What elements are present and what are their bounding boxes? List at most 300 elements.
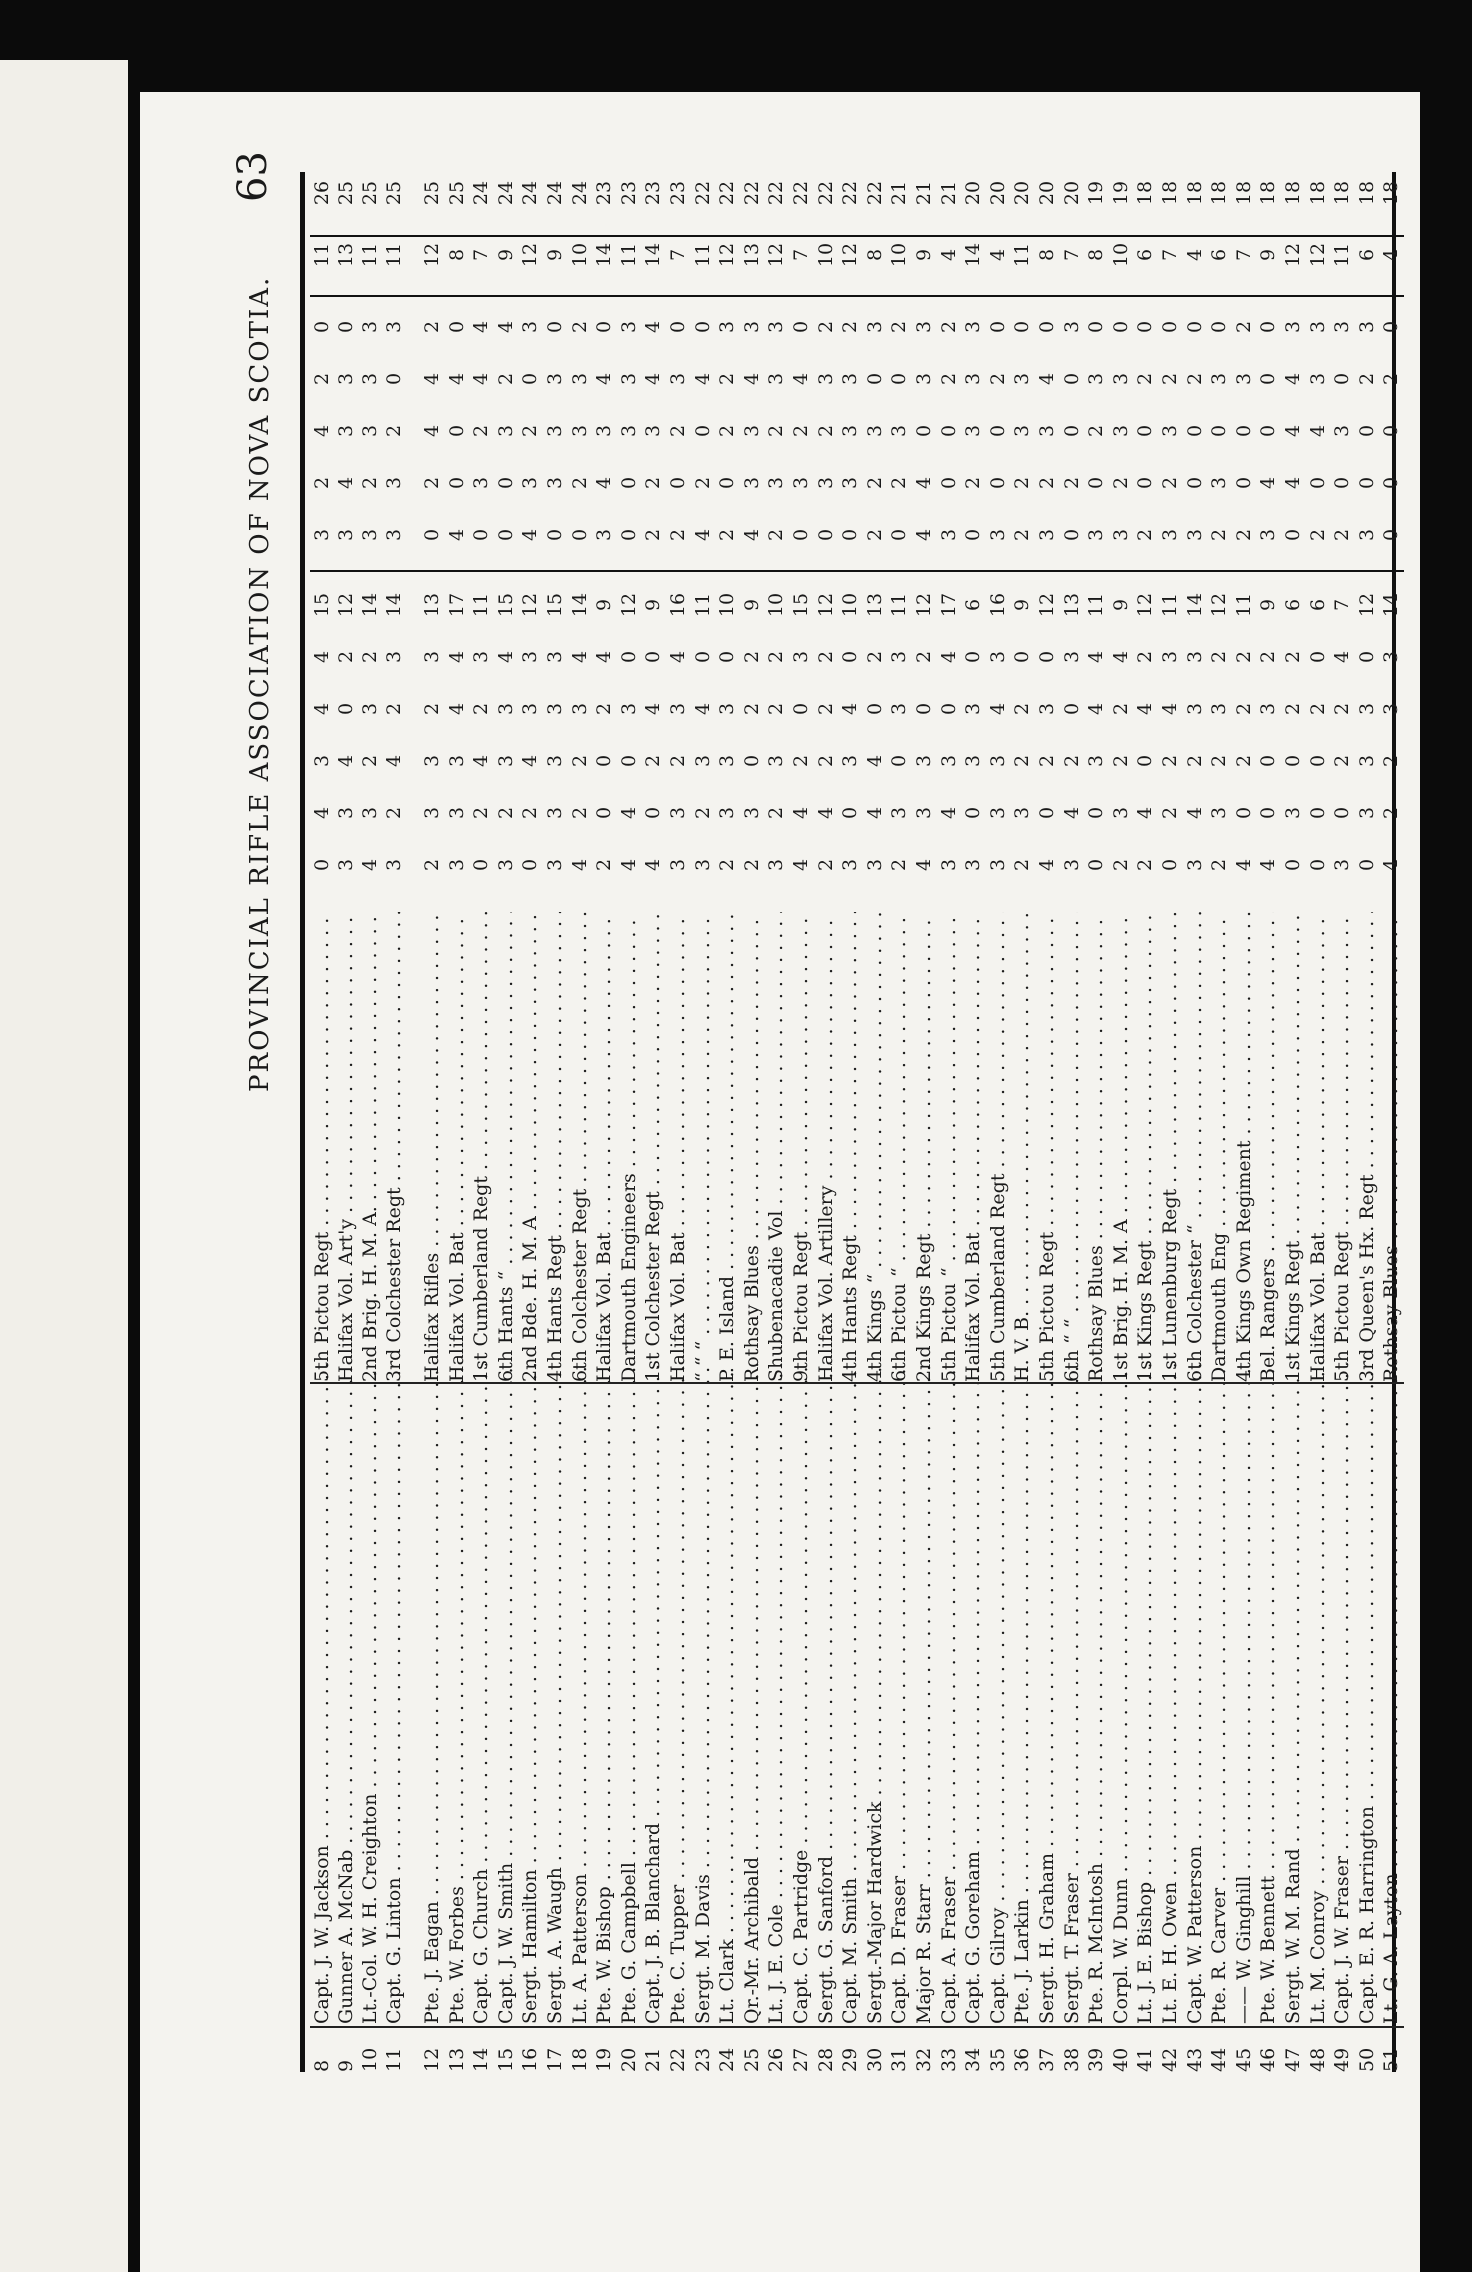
shot-score: 0 bbox=[1085, 476, 1108, 490]
total-score: 21 bbox=[937, 180, 960, 206]
shot-score: 3 bbox=[740, 806, 763, 820]
shot-score: 3 bbox=[1036, 528, 1058, 542]
shot-score: 0 bbox=[1183, 424, 1206, 438]
shot-score: 4 bbox=[470, 372, 493, 386]
shot-score: 0 bbox=[1355, 858, 1378, 872]
competitor-name: Lt. E. H. Owen . . . bbox=[1158, 1364, 1182, 2024]
shot-score: 2 bbox=[1232, 702, 1255, 716]
range-total: 12 bbox=[519, 242, 542, 268]
shot-score: 3 bbox=[1208, 806, 1231, 820]
shot-score: 4 bbox=[790, 372, 812, 386]
range-total: 10 bbox=[716, 592, 739, 618]
shot-score: 3 bbox=[494, 702, 517, 716]
competitor-name: Capt. G. Linton . . . bbox=[382, 1364, 406, 2024]
table-row bbox=[1133, 172, 1157, 2072]
shot-score: 3 bbox=[421, 754, 443, 768]
shot-score: 3 bbox=[1159, 424, 1181, 438]
range-total: 12 bbox=[519, 592, 542, 618]
range-total: 11 bbox=[1085, 592, 1108, 618]
shot-score: 4 bbox=[593, 372, 616, 386]
shot-score: 2 bbox=[1159, 806, 1181, 820]
row-number: 23 bbox=[691, 2047, 714, 2072]
competitor-name: Pte. W. Bennett . . . bbox=[1256, 1364, 1280, 2024]
shot-score: 4 bbox=[667, 650, 689, 664]
range-total: 8 bbox=[445, 248, 468, 262]
shot-score: 0 bbox=[691, 320, 714, 334]
shot-score: 0 bbox=[1134, 476, 1157, 490]
competitor-name: Capt. J. W. Smith . . . bbox=[494, 1364, 518, 2024]
corps-name: 6th Pictou “ . . . bbox=[887, 912, 911, 1382]
range-total: 6 bbox=[1134, 248, 1157, 262]
shot-score: 3 bbox=[1355, 702, 1378, 716]
range-total: 7 bbox=[1060, 248, 1083, 262]
range-total: 15 bbox=[311, 592, 333, 618]
shot-score: 4 bbox=[913, 858, 935, 872]
range-total: 12 bbox=[617, 592, 640, 618]
shot-score: 0 bbox=[1282, 858, 1304, 872]
corps-name: 5th Cumberland Regt . . . bbox=[986, 912, 1010, 1382]
shot-score: 0 bbox=[311, 320, 333, 334]
range-total: 8 bbox=[1085, 248, 1108, 262]
shot-score: 0 bbox=[1306, 650, 1329, 664]
shot-score: 2 bbox=[1232, 320, 1255, 334]
shot-score: 0 bbox=[716, 476, 739, 490]
shot-score: 3 bbox=[1306, 372, 1329, 386]
shot-score: 4 bbox=[593, 650, 616, 664]
shot-score: 2 bbox=[716, 858, 739, 872]
total-score: 18 bbox=[1257, 180, 1280, 206]
range-total: 4 bbox=[1183, 248, 1206, 262]
shot-score: 0 bbox=[544, 528, 566, 542]
range-total: 10 bbox=[814, 242, 837, 268]
corps-name: 4th Kings Own Regiment . . . bbox=[1232, 912, 1256, 1382]
shot-score: 0 bbox=[335, 702, 357, 716]
total-score: 18 bbox=[1282, 180, 1304, 206]
shot-score: 2 bbox=[1232, 754, 1255, 768]
total-score: 22 bbox=[814, 180, 837, 206]
shot-score: 2 bbox=[888, 320, 911, 334]
total-score: 24 bbox=[568, 180, 591, 206]
shot-score: 0 bbox=[1036, 320, 1058, 334]
table-row bbox=[691, 172, 715, 2072]
range-total: 10 bbox=[568, 242, 591, 268]
shot-score: 3 bbox=[544, 858, 566, 872]
row-number: 25 bbox=[740, 2047, 763, 2072]
shot-score: 2 bbox=[421, 858, 443, 872]
competitor-name: Capt. W. Patterson . . . bbox=[1183, 1364, 1207, 2024]
shot-score: 4 bbox=[445, 372, 468, 386]
shot-score: 0 bbox=[642, 650, 665, 664]
shot-score: 3 bbox=[913, 372, 935, 386]
shot-score: 2 bbox=[1306, 528, 1329, 542]
corps-name: Halifax Vol. Art'y . . . bbox=[334, 912, 358, 1382]
row-number: 35 bbox=[986, 2047, 1009, 2072]
table-row bbox=[986, 172, 1010, 2072]
shot-score: 0 bbox=[1085, 806, 1108, 820]
shot-score: 3 bbox=[716, 320, 739, 334]
range-total: 7 bbox=[1159, 248, 1181, 262]
row-number: 30 bbox=[863, 2047, 886, 2072]
shot-score: 2 bbox=[765, 702, 788, 716]
shot-score: 4 bbox=[470, 754, 493, 768]
shot-score: 3 bbox=[740, 424, 763, 438]
table-row bbox=[961, 172, 985, 2072]
shot-score: 3 bbox=[740, 320, 763, 334]
range-total: 13 bbox=[335, 242, 357, 268]
shot-score: 0 bbox=[863, 702, 886, 716]
shot-score: 3 bbox=[740, 476, 763, 490]
shot-score: 2 bbox=[1331, 528, 1354, 542]
competitor-name: Sergt.-Major Hardwick . . . bbox=[863, 1364, 887, 2024]
shot-score: 4 bbox=[1036, 372, 1058, 386]
competitor-name: Capt. G. Goreham . . . bbox=[961, 1364, 985, 2024]
row-number: 50 bbox=[1355, 2047, 1378, 2072]
shot-score: 0 bbox=[1134, 320, 1157, 334]
competitor-name: Sergt. A. Waugh . . . bbox=[543, 1364, 567, 2024]
shot-score: 4 bbox=[568, 858, 591, 872]
shot-score: 3 bbox=[383, 476, 405, 490]
shot-score: 3 bbox=[335, 806, 357, 820]
total-score: 25 bbox=[421, 180, 443, 206]
shot-score: 3 bbox=[962, 424, 985, 438]
shot-score: 2 bbox=[1208, 754, 1231, 768]
shot-score: 4 bbox=[1159, 702, 1181, 716]
shot-score: 3 bbox=[1159, 528, 1181, 542]
shot-score: 2 bbox=[1060, 754, 1083, 768]
shot-score: 3 bbox=[937, 528, 960, 542]
competitor-name: Sergt. M. Davis . . . bbox=[691, 1364, 715, 2024]
range-total: 12 bbox=[913, 592, 935, 618]
range-total: 7 bbox=[1232, 248, 1255, 262]
shot-score: 3 bbox=[863, 424, 886, 438]
shot-score: 3 bbox=[335, 858, 357, 872]
shot-score: 2 bbox=[383, 424, 405, 438]
shot-score: 2 bbox=[421, 476, 443, 490]
range-total: 8 bbox=[863, 248, 886, 262]
range-total: 9 bbox=[494, 248, 517, 262]
range-total: 10 bbox=[888, 242, 911, 268]
shot-score: 3 bbox=[1208, 476, 1231, 490]
shot-score: 3 bbox=[445, 858, 468, 872]
shot-score: 0 bbox=[1208, 320, 1231, 334]
total-score: 20 bbox=[1060, 180, 1083, 206]
range-total: 11 bbox=[617, 242, 640, 268]
shot-score: 2 bbox=[691, 806, 714, 820]
shot-score: 3 bbox=[913, 806, 935, 820]
shot-score: 3 bbox=[1109, 372, 1132, 386]
shot-score: 4 bbox=[1306, 424, 1329, 438]
total-score: 18 bbox=[1183, 180, 1206, 206]
column-separator bbox=[310, 295, 1404, 297]
shot-score: 3 bbox=[986, 858, 1009, 872]
total-score: 24 bbox=[470, 180, 493, 206]
shot-score: 2 bbox=[667, 754, 689, 768]
shot-score: 4 bbox=[1085, 702, 1108, 716]
range-total: 11 bbox=[691, 242, 714, 268]
row-number: 20 bbox=[617, 2047, 640, 2072]
shot-score: 0 bbox=[1134, 754, 1157, 768]
shot-score: 3 bbox=[1208, 702, 1231, 716]
total-score: 24 bbox=[494, 180, 517, 206]
competitor-name: —— W. Ginghill . . . bbox=[1232, 1364, 1256, 2024]
competitor-name: Sergt. H. Graham . . . bbox=[1035, 1364, 1059, 2024]
table-row bbox=[445, 172, 469, 2072]
range-total: 12 bbox=[335, 592, 357, 618]
shot-score: 2 bbox=[913, 650, 935, 664]
shot-score: 2 bbox=[986, 372, 1009, 386]
shot-score: 3 bbox=[790, 476, 812, 490]
shot-score: 3 bbox=[519, 320, 542, 334]
range-total: 7 bbox=[667, 248, 689, 262]
shot-score: 0 bbox=[1257, 754, 1280, 768]
range-total: 6 bbox=[1355, 248, 1378, 262]
shot-score: 3 bbox=[1011, 372, 1034, 386]
range-total: 9 bbox=[1011, 598, 1034, 612]
shot-score: 2 bbox=[519, 806, 542, 820]
shot-score: 2 bbox=[1380, 372, 1403, 386]
corps-name: 2nd Kings Regt . . . bbox=[912, 912, 936, 1382]
range-total: 9 bbox=[642, 598, 665, 612]
shot-score: 0 bbox=[1306, 806, 1329, 820]
table-row bbox=[1183, 172, 1207, 2072]
shot-score: 3 bbox=[863, 858, 886, 872]
range-total: 11 bbox=[311, 242, 333, 268]
shot-score: 0 bbox=[1232, 424, 1255, 438]
shot-score: 0 bbox=[1060, 372, 1083, 386]
shot-score: 0 bbox=[913, 702, 935, 716]
shot-score: 4 bbox=[1183, 806, 1206, 820]
row-number: 49 bbox=[1331, 2047, 1354, 2072]
range-total: 7 bbox=[470, 248, 493, 262]
corps-name: Rothsay Blues . . . bbox=[1084, 912, 1108, 1382]
shot-score: 0 bbox=[1380, 528, 1403, 542]
total-score: 18 bbox=[1134, 180, 1157, 206]
row-number: 18 bbox=[568, 2047, 591, 2072]
range-total: 10 bbox=[765, 592, 788, 618]
shot-score: 3 bbox=[617, 372, 640, 386]
competitor-name: Corpl. W. Dunn . . . bbox=[1109, 1364, 1133, 2024]
shot-score: 3 bbox=[1060, 858, 1083, 872]
shot-score: 3 bbox=[1109, 806, 1132, 820]
total-score: 23 bbox=[617, 180, 640, 206]
competitor-name: Sergt. Hamilton . . . bbox=[518, 1364, 542, 2024]
competitor-name: Pte. R. Carver . . . bbox=[1207, 1364, 1231, 2024]
shot-score: 0 bbox=[1380, 320, 1403, 334]
shot-score: 3 bbox=[470, 476, 493, 490]
range-total: 10 bbox=[839, 592, 862, 618]
shot-score: 3 bbox=[839, 372, 862, 386]
shot-score: 0 bbox=[839, 650, 862, 664]
table-row bbox=[543, 172, 567, 2072]
corps-name: Halifax Vol. Bat . . . bbox=[961, 912, 985, 1382]
shot-score: 3 bbox=[863, 320, 886, 334]
shot-score: 3 bbox=[1183, 650, 1206, 664]
shot-score: 3 bbox=[667, 702, 689, 716]
shot-score: 3 bbox=[1306, 320, 1329, 334]
shot-score: 2 bbox=[790, 754, 812, 768]
shot-score: 0 bbox=[617, 476, 640, 490]
competitor-name: Lt.-Col. W. H. Creighton . . . bbox=[358, 1364, 382, 2024]
range-total: 7 bbox=[1331, 598, 1354, 612]
shot-score: 0 bbox=[1306, 476, 1329, 490]
shot-score: 2 bbox=[1134, 528, 1157, 542]
range-total: 12 bbox=[814, 592, 837, 618]
competitor-name: Pte. G. Campbell . . . bbox=[617, 1364, 641, 2024]
table-row bbox=[666, 172, 690, 2072]
table-row bbox=[310, 172, 334, 2072]
shot-score: 0 bbox=[383, 372, 405, 386]
total-score: 22 bbox=[863, 180, 886, 206]
shot-score: 3 bbox=[1085, 754, 1108, 768]
range-total: 14 bbox=[383, 592, 405, 618]
row-number: 13 bbox=[445, 2047, 468, 2072]
row-number: 24 bbox=[716, 2047, 739, 2072]
row-number: 39 bbox=[1085, 2047, 1108, 2072]
shot-score: 2 bbox=[814, 424, 837, 438]
shot-score: 4 bbox=[311, 806, 333, 820]
shot-score: 4 bbox=[642, 372, 665, 386]
shot-score: 2 bbox=[311, 372, 333, 386]
shot-score: 2 bbox=[1208, 650, 1231, 664]
corps-name: H. V. B. . . . bbox=[1010, 912, 1034, 1382]
shot-score: 3 bbox=[937, 754, 960, 768]
shot-score: 0 bbox=[1355, 650, 1378, 664]
shot-score: 4 bbox=[740, 528, 763, 542]
total-score: 22 bbox=[790, 180, 812, 206]
range-total: 7 bbox=[790, 248, 812, 262]
shot-score: 2 bbox=[1036, 754, 1058, 768]
table-row bbox=[1109, 172, 1133, 2072]
shot-score: 4 bbox=[519, 754, 542, 768]
shot-score: 2 bbox=[691, 476, 714, 490]
table-row bbox=[814, 172, 838, 2072]
shot-score: 2 bbox=[1208, 858, 1231, 872]
shot-score: 3 bbox=[691, 754, 714, 768]
range-total: 10 bbox=[1109, 242, 1132, 268]
facing-page-edge bbox=[0, 60, 128, 2272]
shot-score: 4 bbox=[790, 806, 812, 820]
row-number: 29 bbox=[839, 2047, 862, 2072]
shot-score: 0 bbox=[1282, 528, 1304, 542]
shot-score: 0 bbox=[986, 424, 1009, 438]
column-separator bbox=[310, 235, 1404, 237]
shot-score: 2 bbox=[1331, 702, 1354, 716]
range-total: 6 bbox=[1306, 598, 1329, 612]
shot-score: 3 bbox=[544, 806, 566, 820]
shot-score: 4 bbox=[445, 528, 468, 542]
top-rule bbox=[300, 172, 305, 2072]
corps-name: 5th Pictou Regt . . . bbox=[1330, 912, 1354, 1382]
table-row bbox=[1256, 172, 1280, 2072]
corps-name: Bel. Rangers . . . bbox=[1256, 912, 1280, 1382]
range-total: 14 bbox=[568, 592, 591, 618]
range-total: 12 bbox=[1306, 242, 1329, 268]
range-total: 11 bbox=[1011, 242, 1034, 268]
shot-score: 2 bbox=[740, 858, 763, 872]
range-total: 11 bbox=[1159, 592, 1181, 618]
shot-score: 0 bbox=[1159, 858, 1181, 872]
shot-score: 0 bbox=[1282, 754, 1304, 768]
competitor-name: Lt. A. Patterson . . . bbox=[568, 1364, 592, 2024]
shot-score: 3 bbox=[335, 424, 357, 438]
shot-score: 3 bbox=[839, 858, 862, 872]
table-row bbox=[592, 172, 616, 2072]
shot-score: 3 bbox=[421, 650, 443, 664]
range-total: 12 bbox=[765, 242, 788, 268]
shot-score: 0 bbox=[913, 424, 935, 438]
shot-score: 2 bbox=[1134, 372, 1157, 386]
shot-score: 4 bbox=[937, 806, 960, 820]
shot-score: 4 bbox=[1085, 650, 1108, 664]
shot-score: 0 bbox=[962, 650, 985, 664]
total-score: 21 bbox=[913, 180, 935, 206]
shot-score: 3 bbox=[1011, 424, 1034, 438]
range-total: 13 bbox=[863, 592, 886, 618]
shot-score: 2 bbox=[383, 806, 405, 820]
table-row bbox=[789, 172, 813, 2072]
shot-score: 0 bbox=[1183, 476, 1206, 490]
competitor-name: Pte. J. Larkin . . . bbox=[1010, 1364, 1034, 2024]
range-total: 15 bbox=[494, 592, 517, 618]
shot-score: 3 bbox=[765, 858, 788, 872]
competitor-name: Lt. M. Conroy . . . bbox=[1306, 1364, 1330, 2024]
shot-score: 2 bbox=[568, 476, 591, 490]
shot-score: 2 bbox=[1109, 702, 1132, 716]
shot-score: 2 bbox=[839, 320, 862, 334]
competitor-name: Lt. G. A. Layton . . . bbox=[1379, 1364, 1403, 2024]
shot-score: 3 bbox=[962, 702, 985, 716]
shot-score: 2 bbox=[568, 806, 591, 820]
corps-name: 2nd Brig. H. M. A. . . . bbox=[358, 912, 382, 1382]
shot-score: 4 bbox=[863, 754, 886, 768]
competitor-name: Capt. E. R. Harrington . . . bbox=[1355, 1364, 1379, 2024]
shot-score: 2 bbox=[593, 702, 616, 716]
corps-name: 2nd Bde. H. M. A . . . bbox=[518, 912, 542, 1382]
row-number: 21 bbox=[642, 2047, 665, 2072]
row-number: 16 bbox=[519, 2047, 542, 2072]
total-score: 19 bbox=[1109, 180, 1132, 206]
corps-name: “ “ “ . . . bbox=[691, 912, 715, 1382]
shot-score: 4 bbox=[839, 702, 862, 716]
shot-score: 2 bbox=[1183, 754, 1206, 768]
row-number: 41 bbox=[1134, 2047, 1157, 2072]
shot-score: 2 bbox=[667, 424, 689, 438]
shot-score: 2 bbox=[814, 650, 837, 664]
total-score: 22 bbox=[740, 180, 763, 206]
shot-score: 4 bbox=[691, 528, 714, 542]
range-total: 14 bbox=[359, 592, 381, 618]
corps-name: 5th Pictou Regt . . . bbox=[310, 912, 334, 1382]
shot-score: 0 bbox=[691, 424, 714, 438]
table-row bbox=[568, 172, 592, 2072]
shot-score: 4 bbox=[1257, 858, 1280, 872]
competitor-name: Pte. W. Bishop . . . bbox=[592, 1364, 616, 2024]
shot-score: 2 bbox=[470, 424, 493, 438]
table-row bbox=[358, 172, 382, 2072]
shot-score: 2 bbox=[1011, 702, 1034, 716]
table-row bbox=[1355, 172, 1379, 2072]
shot-score: 0 bbox=[593, 320, 616, 334]
shot-score: 2 bbox=[667, 528, 689, 542]
range-total: 4 bbox=[1380, 248, 1403, 262]
shot-score: 2 bbox=[359, 754, 381, 768]
shot-score: 3 bbox=[1159, 650, 1181, 664]
range-total: 12 bbox=[839, 242, 862, 268]
table-row bbox=[469, 172, 493, 2072]
shot-score: 3 bbox=[359, 320, 381, 334]
table-row bbox=[518, 172, 542, 2072]
shot-score: 3 bbox=[421, 806, 443, 820]
